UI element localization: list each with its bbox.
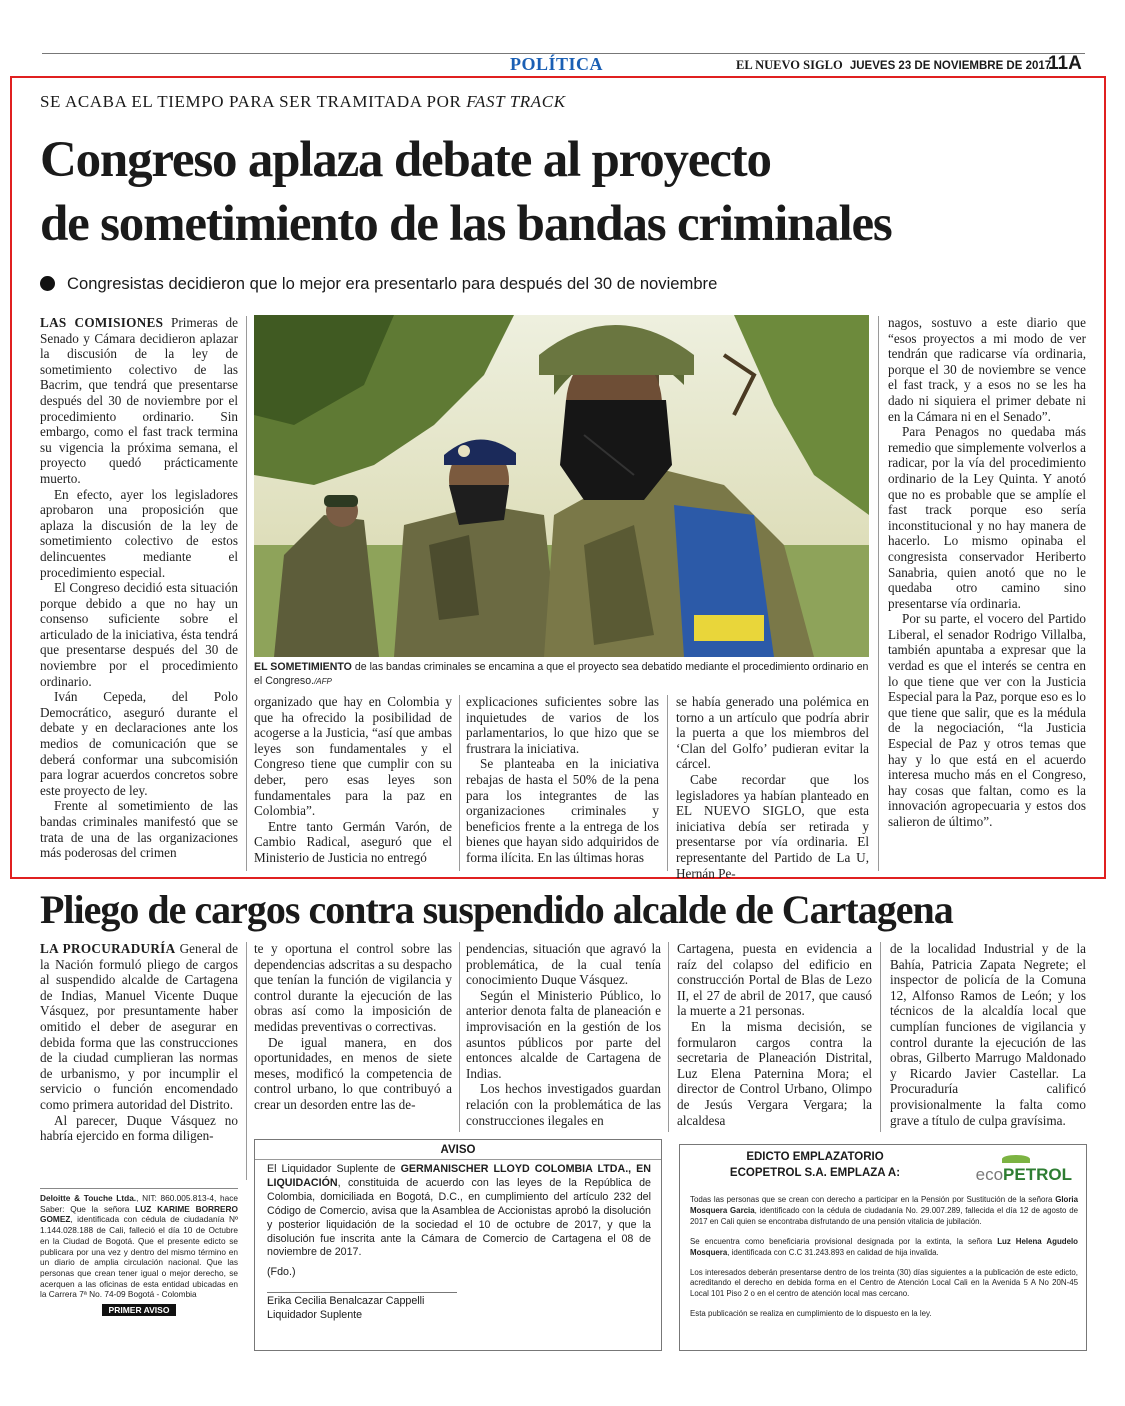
photo-caption [254, 660, 869, 689]
paragraph: El Congreso decidió esta situación porque debido a que no hay un consenso suficiente sobre el articulado de la iniciativa, ésta tendrá que presentarse después del 30 de noviembre por el procedimiento ordinario. [40, 580, 238, 689]
bullet-icon [40, 276, 55, 291]
caption-credit: /AFP [314, 677, 332, 686]
aviso-signer: Erika Cecilia Benalcazar Cappelli [267, 1295, 425, 1308]
paragraph: te y oportuna el control sobre las dependencias adscritas a su despacho que tenían la función de vigilancia y control durante la ejecución de las obras así como la imposición de medidas preventivas o correctivas. [254, 941, 452, 1034]
paragraph: Se planteaba en la iniciativa rebajas de hasta el 50% de la pena para los integrantes de las organizaciones criminales y beneficios frente a la entrega de los bienes que hayan sido adquiridos de forma ilícita. En las últimas horas [466, 756, 659, 865]
article1-col3 [466, 694, 659, 871]
ecopetrol-logo-icon [1002, 1155, 1030, 1163]
ecopetrol-logo [976, 1165, 1072, 1185]
column-rule [459, 695, 460, 871]
ecopetrol-p2: Se encuentra como beneficiaria provisional designada por la extinta, la señora Luz Helena Agudelo Mosquera, identificada con C.C 31.243.893 en calidad de hija invalida. [690, 1236, 1078, 1257]
paragraph: Al parecer, Duque Vásquez no habría ejercido en forma diligen- [40, 1112, 238, 1144]
paragraph: Los hechos investigados guardan relación con la problemática de las construcciones ilegales en [466, 1081, 661, 1128]
soldiers-photo-illustration [254, 315, 869, 657]
paragraph: De igual manera, en dos oportunidades, en menos de siete meses, modificó la competencia de control urbano, lo que contribuyó a crear un desorden entre las de- [254, 1034, 452, 1112]
caption-text: de las bandas criminales se encamina a que el proyecto sea debatido mediante el procedimiento ordinario en el Congreso. [254, 661, 869, 687]
headline-line-2: de sometimiento de las bandas criminales [40, 196, 892, 252]
notice-deloitte [40, 1188, 238, 1346]
article2-col5 [890, 941, 1086, 1133]
ecopetrol-p3: Los interesados deberán presentarse dentro de los treinta (30) días siguientes a la publicación de este edicto, acreditando el derecho en debida forma en el Centro de Atención Local Cali en la Avenida 5 A No 20N-45 Local 101 Piso 2 o en el centro de atención local mas cercano. [690, 1267, 1078, 1299]
column-rule [878, 316, 879, 871]
column-rule [459, 942, 460, 1132]
notice-text: , identificada con cédula de ciudadanía Nº 1.144.028.188 de Cali, falleció el día 10 de Octubre en la Ciudad de Bogotá. Que el presente edicto se publicara por una vez y dentro del mismo término en un diario de amplia circulación nacional. Que las personas que crean tener igual o mejor derecho, se acerquen a las oficinas de esta entidad ubicadas en la Carrera 7ª No. 74-09 Bogotá - Colombia [40, 1214, 238, 1300]
paragraph: Frente al sometimiento de las bandas criminales manifestó que se trata de una de las organizaciones más poderosas del crimen [40, 798, 238, 861]
notice-aviso [254, 1139, 662, 1351]
paragraph: En la misma decisión, se formularon cargos contra la secretaria de Planeación Distrital, Luz Elena Paternina Mora; el director de Control Urbano, Olimpo de Jesús Vergara Vergara; la alcaldesa [677, 1018, 872, 1128]
aviso-company: GERMANISCHER LLOYD COLOMBIA LTDA., EN LIQUIDACIÓN [267, 1163, 651, 1189]
article2-headline: Pliego de cargos contra suspendido alcalde de Cartagena [40, 887, 953, 932]
deck-text: Congresistas decidieron que lo mejor era presentarlo para después del 30 de noviembre [67, 274, 718, 293]
paragraph: Para Penagos no quedaba más remedio que simplemente volverlos a radicar, por la vía del procedimiento ordinario de la Ley Quinta. Y anotó que no es probable que se amplíe el fast track porque eso sería inconstitucional y no hay manera de hacerlo. Lo mismo opinaba el congresista conservador Heriberto Sanabria, quien anotó que no le quedaba otro camino sino presentarse vía ordinaria. [888, 424, 1086, 611]
paragraph: Según el Ministerio Público, lo anterior denota falta de planeación e improvisación en la gestión de los asuntos públicos por parte del entonces alcalde de Cartagena de Indias. [466, 987, 661, 1081]
kicker-italic: FAST TRACK [466, 92, 566, 111]
article1-col1 [40, 315, 238, 871]
headline-line-1: Congreso aplaza debate al proyecto [40, 132, 771, 188]
aviso-text: , constituida de acuerdo con las leyes de la República de Colombia, domiciliada en Bogotá, D.C., en cumplimiento del artículo 232 del Código de Comercio, avisa que la Asamblea de Accionistas aprobó la disolución y posterior liquidación de la sociedad el 10 de octubre de 2017, y que la disolución fue inscrita ante la Cámara de Comercio de Cartagena el 08 de noviembre de 2017. [267, 1176, 651, 1259]
logo-eco: eco [975, 1165, 1004, 1184]
notice-deloitte-text [40, 1193, 238, 1300]
paragraph: Entre tanto Germán Varón, de Cambio Radical, aseguró que el Ministerio de Justicia no entregó [254, 818, 452, 865]
paragraph: Cabe recordar que los legisladores ya habían planteado en EL NUEVO SIGLO, que esta iniciativa debía ser retirada y presentarse por vía ordinaria. El representante del Partido de La U, Hernán Pe- [676, 771, 869, 881]
column-rule [246, 316, 247, 871]
ecopetrol-p1: Todas las personas que se crean con derecho a participar en la Pensión por Sustitución de la señora Gloria Mosquera Garcia, identificado con la cédula de ciudadanía No. 29.007.289, fallecida el día 12 de agosto de 2017 en Cali quien se encontraba disfrutando de una pensión vitalicia de jubilación. [690, 1195, 1079, 1226]
news-photo [254, 315, 869, 657]
section-label: POLÍTICA [510, 54, 604, 74]
article1-col2 [254, 694, 452, 871]
notice-name: LUZ KARIME BORRERO GOMEZ [40, 1203, 238, 1225]
masthead-name: EL NUEVO SIGLO [736, 58, 843, 72]
aviso-role: Liquidador Suplente [267, 1308, 363, 1321]
logo-petrol: PETROL [1003, 1165, 1072, 1184]
paragraph: explicaciones suficientes sobre las inquietudes de varios de los parlamentarios, lo que hizo que se frustrara la iniciativa. [466, 694, 659, 756]
article1-col4 [676, 694, 869, 881]
column-rule [668, 942, 669, 1132]
ecopetrol-title-2: ECOPETROL S.A. EMPLAZA A: [729, 1167, 901, 1179]
paragraph: organizado que hay en Colombia y que ha ofrecido la posibilidad de acogerse a la Justicia, “así que ambas leyes son fundamentales y el Congreso tiene que cumplir con su deber, pero esas leyes son fundamentales para la paz en Colombia”. [254, 694, 452, 819]
caption-lead: EL SOMETIMIENTO [254, 661, 352, 673]
page-number: 11A [1048, 53, 1082, 74]
lead-in: LAS COMISIONES [40, 315, 164, 330]
column-rule [667, 695, 668, 871]
aviso-fdo: (Fdo.) [267, 1266, 296, 1279]
aviso-body [255, 1160, 661, 1260]
aviso-text: El Liquidador Suplente de [267, 1163, 401, 1175]
paragraph: En efecto, ayer los legisladores aprobaron una proposición que aplaza la discusión de la ley de sometimiento colectivo de estos delincuentes mediante el procedimiento especial. [40, 486, 238, 580]
notice-text: , NIT: 860.005.813-4, hace Saber: Que la señora [40, 1193, 238, 1214]
ecopetrol-body [690, 1195, 1078, 1320]
paragraph: Cartagena, puesta en evidencia a raíz del colapso del edificio en construcción Portal de Blas de Lezo II, el 27 de abril de 2017, que causó la muerte a 21 personas. [677, 941, 872, 1019]
primer-aviso-badge: PRIMER AVISO [102, 1304, 176, 1316]
article2-col4 [677, 941, 872, 1133]
paragraph: Iván Cepeda, del Polo Democrático, aseguró durante el debate y en declaraciones ante los medios de comunicación que se deberá conformar una subcomisión para lograr acuerdos concretos sobre este proyecto de ley. [40, 689, 238, 798]
article2-col2 [254, 941, 452, 1133]
paragraph: de la localidad Industrial y de la Bahía, Patricia Zapata Negrete; el inspector de policía de la Comuna 12, Alfonso Ramos de León; y los técnicos de la alcaldía local que cumplían funciones de vigilancia y control durante la ejecución de las obras, Gilberto Marrugo Maldonado y Ricardo Javier Castellar. La Procuraduría calificó provisionalmente la falta como grave a título de culpa gravísima. [890, 941, 1086, 1128]
article2-col3 [466, 941, 661, 1133]
masthead-date [736, 58, 1051, 73]
paragraph: Primeras de Senado y Cámara decidieron aplazar la discusión de la ley de sometimiento colectivo de las Bacrim, que tendrá que presentarse después del 30 de noviembre por el procedimiento ordinario. Sin embargo, como el fast track termina su vigencia la próxima semana, el proyecto quedó prácticamente muerto. [40, 315, 239, 486]
headline [40, 128, 892, 256]
paragraph: Por su parte, el vocero del Partido Liberal, el senador Rodrigo Villalba, también apuntaba a expresar que la verdad es que el interés se centra en lo que tiene que ver con la Justicia Especial para la Paz, porque eso es lo que tiene que salir, que es la médula de la negociación, “la Justicia Especial de Paz y otros temas que hay y lo que está en el acuerdo interesa mucho más en el Congreso, hay cosas que faltan, como es la innovación agropecuaria y estos dos salieron de último”. [888, 611, 1086, 829]
paragraph: nagos, sostuvo a este diario que “esos proyectos a mi modo de ver tendrán que radicarse vía ordinaria, porque el 30 de noviembre se vence el fast track, y a esos no se les ha dado ni siquiera el primer debate ni en la Cámara ni en el Senado”. [888, 315, 1086, 424]
aviso-title: AVISO [440, 1144, 476, 1156]
kicker-text: SE ACABA EL TIEMPO PARA SER TRAMITADA POR [40, 92, 467, 111]
paragraph: se había generado una polémica en torno a un artículo que podría abrir la puerta a que los miembros del ‘Clan del Golfo’ pudieran evitar la cárcel. [676, 694, 869, 772]
column-rule [246, 942, 247, 1180]
article2-col1 [40, 941, 238, 1181]
notice-ecopetrol [679, 1144, 1087, 1351]
article1-col5 [888, 315, 1086, 871]
column-rule [880, 942, 881, 1132]
ecopetrol-p4: Esta publicación se realiza en cumplimiento de lo dispuesto en la ley. [690, 1309, 932, 1319]
kicker [40, 92, 566, 112]
paragraph: pendencias, situación que agravó la problemática, de la cual tenía conocimiento Duque Vásquez. [466, 941, 661, 988]
lead-in: LA PROCURADURÍA [40, 941, 176, 956]
issue-date: JUEVES 23 DE NOVIEMBRE DE 2017 [849, 60, 1052, 72]
deck [40, 274, 717, 294]
paragraph: General de la Nación formuló pliego de cargos al suspendido alcalde de Cartagena de Indias, Manuel Vicente Duque Vásquez, por presuntamente haber omitido el deber de asegurar en debida forma que las construcciones de la ciudad cumplieran las normas de urbanismo, y por incumplir el servicio o función encomendado como primera autoridad del Distrito. [40, 941, 238, 1112]
notice-lead: Deloitte & Touche Ltda. [40, 1193, 137, 1203]
ecopetrol-title-1: EDICTO EMPLAZATORIO [746, 1151, 884, 1163]
